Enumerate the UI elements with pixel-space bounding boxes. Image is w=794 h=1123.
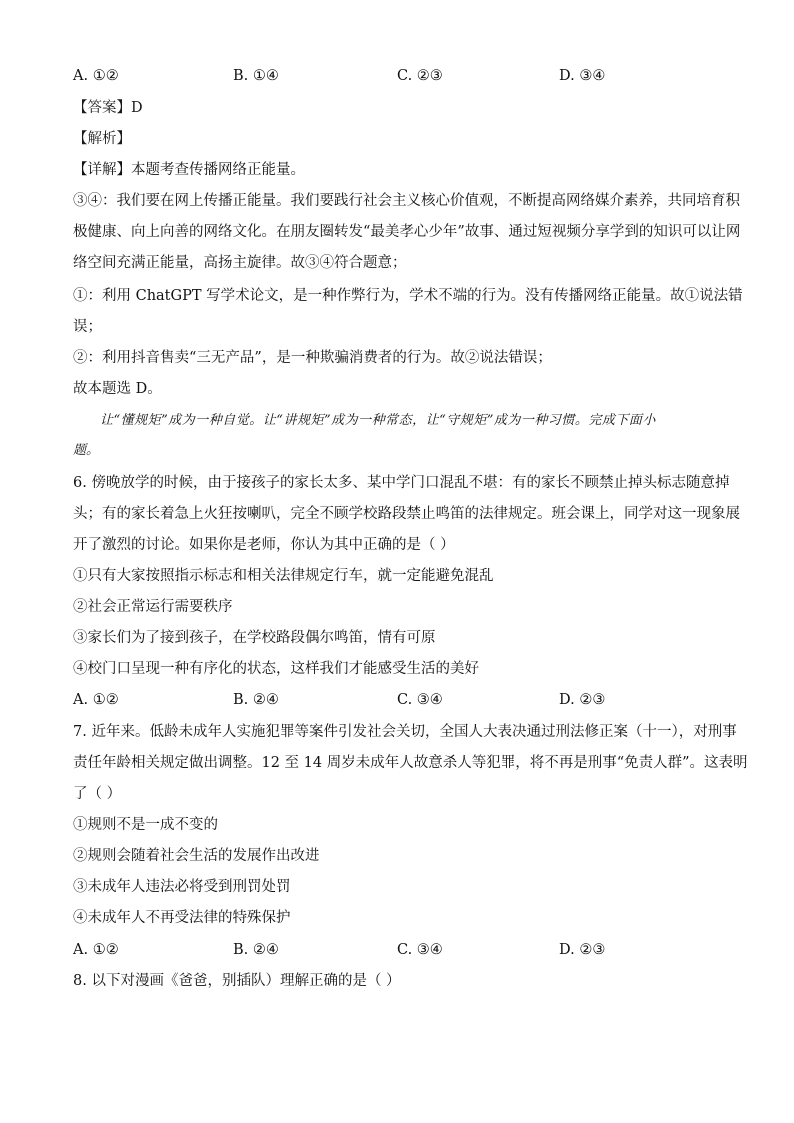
q6-option-b[interactable]: B. ②④ <box>233 692 279 708</box>
q7-statement: ④未成年人不再受法律的特殊保护 <box>73 910 291 926</box>
q7-statement: ③未成年人违法必将受到刑罚处罚 <box>73 879 291 895</box>
q6-statement: ①只有大家按照指示标志和相关法律规定行车，就一定能避免混乱 <box>73 568 494 584</box>
q5-option-a[interactable]: A. ①② <box>73 68 119 84</box>
q5-explain-line: ①：利用 ChatGPT 写学术论文，是一种作弊行为，学术不端的行为。没有传播网络正能量。故①说法错 <box>73 288 743 304</box>
group-intro-cont: 题。 <box>73 443 100 458</box>
q5-explain-line: 极健康、向上向善的网络文化。在朋友圈转发“最美孝心少年”故事、通过短视频分享学到的知识可以让网 <box>73 224 741 240</box>
q5-analysis-label: 【解析】 <box>73 131 131 147</box>
q7-stem: 了（ ） <box>73 786 122 802</box>
q5-option-b[interactable]: B. ①④ <box>233 68 279 84</box>
q6-options <box>73 690 733 710</box>
q5-explain-line: 络空间充满正能量，高扬主旋律。故③④符合题意； <box>73 255 407 271</box>
q5-explain-line: ③④：我们要在网上传播正能量。我们要践行社会主义核心价值观，不断提高网络媒介素养，共同培育积 <box>73 193 740 209</box>
q7-option-d[interactable]: D. ②③ <box>559 942 606 958</box>
q8-stem: 8. 以下对漫画《爸爸，别插队）理解正确的是（ ） <box>73 973 401 989</box>
q5-option-c[interactable]: C. ②③ <box>397 68 443 84</box>
q7-stem: 责任年龄相关规定做出调整。12 至 14 周岁未成年人故意杀人等犯罪，将不再是刑事“免责人群”。这表明 <box>73 755 748 771</box>
q5-options <box>73 66 733 86</box>
q7-option-c[interactable]: C. ③④ <box>397 942 443 958</box>
q6-option-d[interactable]: D. ②③ <box>559 692 606 708</box>
q6-stem: 开了激烈的讨论。如果你是老师，你认为其中正确的是（ ） <box>73 537 455 553</box>
q6-statement: ③家长们为了接到孩子，在学校路段偶尔鸣笛，情有可原 <box>73 630 436 646</box>
q5-conclusion: 故本题选 D。 <box>73 381 162 397</box>
q7-options <box>73 940 733 960</box>
q6-stem: 头；有的家长着急上火狂按喇叭，完全不顾学校路段禁止鸣笛的法律规定。班会课上，同学对这一现象展 <box>73 506 740 522</box>
q7-option-a[interactable]: A. ①② <box>73 942 119 958</box>
group-intro: 让“懂规矩”成为一种自觉。让“讲规矩”成为一种常态，让“守规矩”成为一种习惯。完成下面小 <box>100 413 656 428</box>
q7-statement: ②规则会随着社会生活的发展作出改进 <box>73 848 320 864</box>
q7-option-b[interactable]: B. ②④ <box>233 942 279 958</box>
q5-explain-line: ②：利用抖音售卖“三无产品”，是一种欺骗消费者的行为。故②说法错误； <box>73 350 552 366</box>
q5-explain-line: 误； <box>73 319 102 335</box>
q5-answer: 【答案】D <box>73 100 143 116</box>
q6-option-c[interactable]: C. ③④ <box>397 692 443 708</box>
q7-statement: ①规则不是一成不变的 <box>73 817 218 833</box>
q6-stem: 6. 傍晚放学的时候，由于接孩子的家长太多、某中学门口混乱不堪：有的家长不顾禁止掉头标志随意掉 <box>73 475 730 491</box>
q6-statement: ④校门口呈现一种有序化的状态，这样我们才能感受生活的美好 <box>73 661 479 677</box>
q6-option-a[interactable]: A. ①② <box>73 692 119 708</box>
q6-statement: ②社会正常运行需要秩序 <box>73 599 233 615</box>
q7-stem: 7. 近年来。低龄未成年人实施犯罪等案件引发社会关切，全国人大表决通过刑法修正案（十一），对刑事 <box>73 724 737 740</box>
q5-detail: 【详解】本题考查传播网络正能量。 <box>73 162 305 178</box>
q5-option-d[interactable]: D. ③④ <box>559 68 606 84</box>
